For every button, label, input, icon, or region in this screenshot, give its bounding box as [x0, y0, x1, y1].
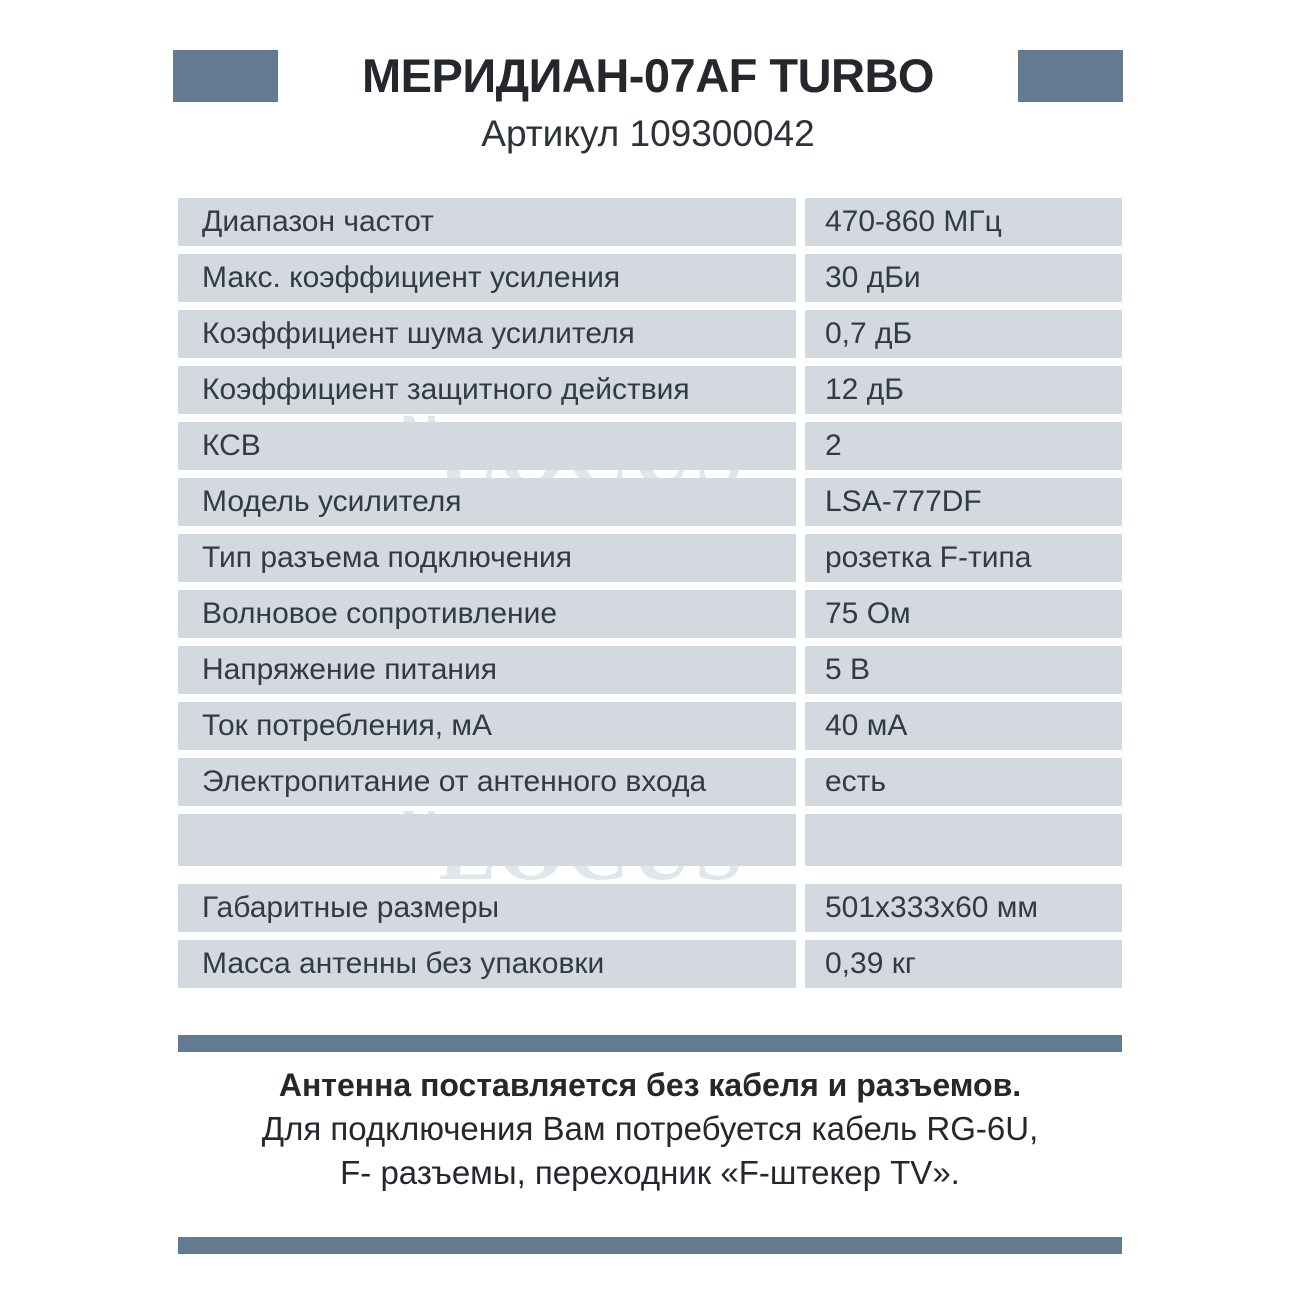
- spec-label: Габаритные размеры: [178, 884, 796, 932]
- table-row: [178, 422, 1122, 470]
- spec-value: [805, 814, 1122, 866]
- spec-value: 12 дБ: [805, 366, 1122, 414]
- spec-label: Тип разъема подключения: [178, 534, 796, 582]
- spec-value: 75 Ом: [805, 590, 1122, 638]
- spec-label: Диапазон частот: [178, 198, 796, 246]
- spec-value: есть: [805, 758, 1122, 806]
- spec-value: 0,7 дБ: [805, 310, 1122, 358]
- spec-value: 40 мА: [805, 702, 1122, 750]
- spec-label: Волновое сопротивление: [178, 590, 796, 638]
- spec-value: 5 В: [805, 646, 1122, 694]
- spec-value: 0,39 кг: [805, 940, 1122, 988]
- divider-top: [178, 1035, 1122, 1052]
- divider-bottom: [178, 1237, 1122, 1254]
- spec-label: Коэффициент защитного действия: [178, 366, 796, 414]
- footnote-line-3: F- разъемы, переходник «F-штекер TV».: [340, 1154, 960, 1191]
- spec-value: 30 дБи: [805, 254, 1122, 302]
- spec-label: Электропитание от антенного входа: [178, 758, 796, 806]
- spec-label: [178, 814, 796, 866]
- footnote-block: [173, 1063, 1127, 1195]
- table-row: [178, 310, 1122, 358]
- table-row: [178, 702, 1122, 750]
- article-subtitle: Артикул 109300042: [481, 113, 815, 154]
- title-accent-bar-right: [1018, 50, 1123, 102]
- footnote-line-1: Антенна поставляется без кабеля и разъемов.: [278, 1067, 1022, 1103]
- spec-label: КСВ: [178, 422, 796, 470]
- spec-value: 501х333х60 мм: [805, 884, 1122, 932]
- table-row: [178, 590, 1122, 638]
- table-row: [178, 646, 1122, 694]
- table-row: [178, 940, 1122, 988]
- spec-value: 470-860 МГц: [805, 198, 1122, 246]
- page-title: МЕРИДИАН-07AF TURBO: [361, 49, 934, 102]
- spec-value: LSA-777DF: [805, 478, 1122, 526]
- table-row-empty: [178, 814, 1122, 866]
- title-accent-bar-left: [173, 50, 278, 102]
- spec-label: Модель усилителя: [178, 478, 796, 526]
- spec-label: Коэффициент шума усилителя: [178, 310, 796, 358]
- table-row: [178, 366, 1122, 414]
- spec-label: Ток потребления, мА: [178, 702, 796, 750]
- spec-label: Макс. коэффициент усиления: [178, 254, 796, 302]
- footnote-line-2: Для подключения Вам потребуется кабель RG-6U,: [261, 1110, 1039, 1147]
- table-row: [178, 534, 1122, 582]
- table-row: [178, 758, 1122, 806]
- spec-label: Напряжение питания: [178, 646, 796, 694]
- spec-value: розетка F-типа: [805, 534, 1122, 582]
- spec-value: 2: [805, 422, 1122, 470]
- page-title-row: [173, 50, 1123, 102]
- spec-label: Масса антенны без упаковки: [178, 940, 796, 988]
- specifications-table: [178, 198, 1122, 996]
- table-row: [178, 198, 1122, 246]
- table-row: [178, 254, 1122, 302]
- table-row: [178, 478, 1122, 526]
- table-row: [178, 884, 1122, 932]
